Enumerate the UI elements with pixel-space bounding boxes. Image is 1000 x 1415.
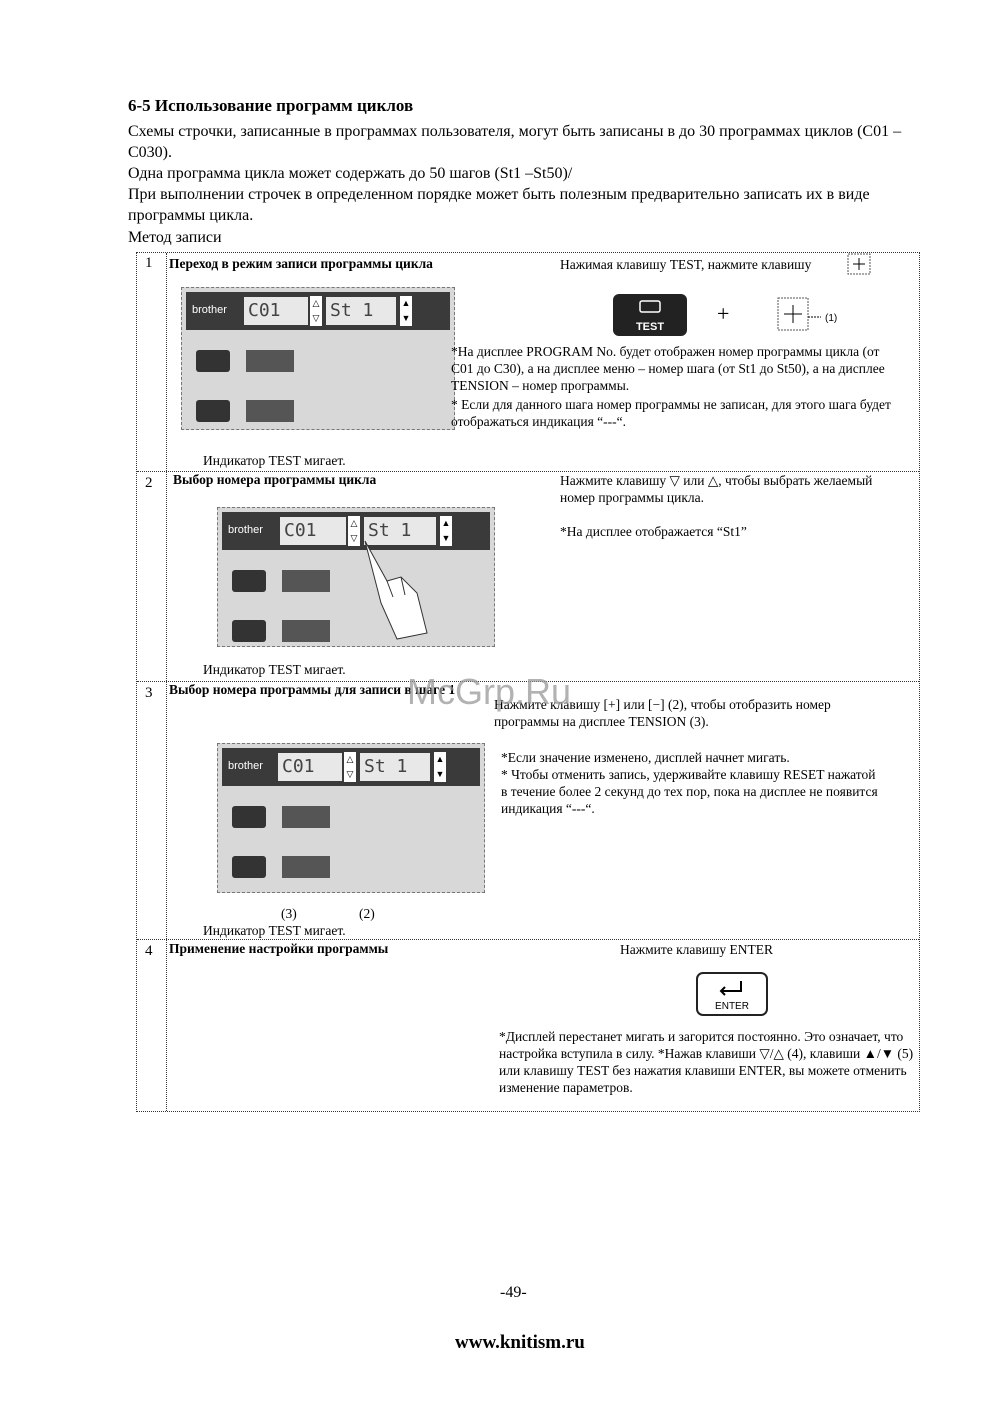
control-panel bbox=[217, 507, 495, 647]
tension-display bbox=[282, 570, 330, 592]
sew-key bbox=[232, 806, 266, 828]
intro-paragraph: Схемы строчки, записанные в программах пользователя, могут быть записаны в до 30 программах циклов (С01 – С030). bbox=[128, 123, 902, 161]
callout-3: (3) bbox=[281, 906, 297, 921]
enter-key-icon bbox=[695, 971, 769, 1017]
tension-display bbox=[246, 350, 294, 372]
step-title: Переход в режим записи программы цикла bbox=[169, 256, 433, 271]
tension-display bbox=[282, 806, 330, 828]
step-display: St 1 bbox=[364, 517, 436, 545]
control-panel bbox=[181, 287, 455, 430]
test-indicator-text: Индикатор TEST мигает. bbox=[203, 923, 346, 938]
step-note: *Если значение изменено, дисплей начнет мигать. bbox=[501, 750, 790, 765]
up-down-arrows-icon: ▲ ▼ bbox=[434, 752, 446, 782]
step-title: Выбор номера программы цикла bbox=[173, 472, 377, 487]
plus-key-icon bbox=[847, 253, 871, 275]
step-number: 3 bbox=[145, 685, 153, 701]
up-down-arrows-icon: △ ▽ bbox=[310, 296, 322, 326]
intro-paragraph: Одна программа цикла может содержать до 50 шагов (St1 –St50)/ bbox=[128, 165, 573, 182]
step-display: St 1 bbox=[360, 753, 430, 781]
test-key-icon bbox=[612, 293, 688, 337]
brand-label: brother bbox=[228, 524, 263, 536]
program-display: C01 bbox=[280, 517, 346, 545]
up-down-arrows-icon: △ ▽ bbox=[344, 752, 356, 782]
test-key bbox=[232, 856, 266, 878]
step-instruction: Нажимая клавишу TEST, нажмите клавишу bbox=[560, 257, 812, 272]
control-panel bbox=[217, 743, 485, 893]
watermark: McGrp.Ru bbox=[407, 671, 572, 712]
tension-display bbox=[246, 400, 294, 422]
footer-url[interactable]: www.knitism.ru bbox=[455, 1332, 585, 1353]
step-title: Выбор номера программы для записи в шаге 1 bbox=[169, 682, 456, 697]
test-indicator-text: Индикатор TEST мигает. bbox=[203, 662, 346, 677]
step-number: 2 bbox=[145, 475, 153, 491]
step-number: 4 bbox=[145, 943, 153, 959]
method-label: Метод записи bbox=[128, 229, 222, 246]
tension-display bbox=[282, 856, 330, 878]
step-note: *На дисплее PROGRAM No. будет отображен номер программы цикла (от С01 до С30), а на дисплее меню – номер шага (от St1 до St50), а на дисплее TENSION – номер программы. bbox=[451, 344, 885, 393]
pointing-hand-icon bbox=[357, 533, 437, 643]
enter-key-label: ENTER bbox=[715, 1001, 749, 1012]
intro-text bbox=[128, 121, 928, 226]
step-number: 1 bbox=[145, 255, 153, 271]
test-key bbox=[196, 400, 230, 422]
test-indicator-text: Индикатор TEST мигает. bbox=[203, 453, 346, 468]
step-instruction: Нажмите клавишу [+] или [−] (2), чтобы отобразить номер программы на дисплее TENSION (3). bbox=[494, 697, 831, 729]
program-display: C01 bbox=[244, 297, 308, 325]
callout-2: (2) bbox=[359, 906, 375, 921]
step-note: * Если для данного шага номер программы не записан, для этого шага будет отображаться индикация “---“. bbox=[451, 397, 891, 429]
plus-sign: + bbox=[717, 301, 730, 326]
brand-label: brother bbox=[192, 304, 227, 316]
steps-table bbox=[136, 252, 920, 1112]
sew-key bbox=[196, 350, 230, 372]
up-down-arrows-icon: △ ▽ bbox=[348, 516, 360, 546]
test-key bbox=[232, 620, 266, 642]
callout-1: (1) bbox=[825, 313, 838, 324]
test-key-label: TEST bbox=[635, 321, 665, 333]
step-note: *Дисплей перестанет мигать и загорится постоянно. Это означает, что настройка вступила в силу. *Нажав клавиши ▽/△ (4), клавиши ▲/▼ (5) или клавишу TEST без нажатия клавиши ENTER, вы можете отменить изменение параметров. bbox=[499, 1029, 914, 1095]
up-down-arrows-icon: ▲ ▼ bbox=[440, 516, 452, 546]
section-heading: 6-5 Использование программ циклов bbox=[128, 96, 414, 115]
step-instruction: Нажмите клавишу ▽ или △, чтобы выбрать желаемый номер программы цикла. bbox=[560, 473, 873, 505]
sew-key bbox=[232, 570, 266, 592]
brand-label: brother bbox=[228, 760, 263, 772]
up-down-arrows-icon: ▲ ▼ bbox=[400, 296, 412, 326]
step-note: * Чтобы отменить запись, удерживайте клавишу RESET нажатой в течение более 2 секунд до тех пор, пока на дисплее не появится индикация “---“. bbox=[501, 767, 878, 816]
step-title: Применение настройки программы bbox=[169, 941, 389, 956]
step-instruction: Нажмите клавишу ENTER bbox=[620, 942, 774, 957]
tension-display bbox=[282, 620, 330, 642]
intro-paragraph: При выполнении строчек в определенном порядке может быть полезным предварительно записать их в виде программы цикла. bbox=[128, 186, 870, 224]
step-note: *На дисплее отображается “St1” bbox=[560, 524, 747, 539]
step-display: St 1 bbox=[326, 297, 396, 325]
program-display: C01 bbox=[278, 753, 342, 781]
page-number: -49- bbox=[500, 1284, 527, 1301]
plus-key-icon bbox=[777, 297, 853, 333]
